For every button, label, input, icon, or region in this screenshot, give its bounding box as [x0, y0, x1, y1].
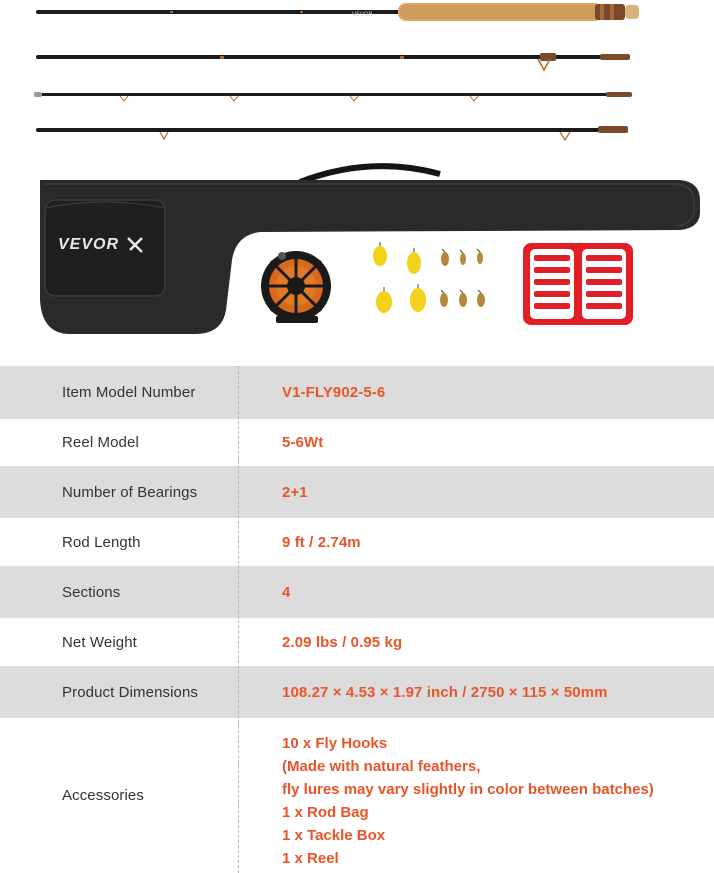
rod-section-butt — [36, 3, 639, 21]
spec-value: 4 — [282, 583, 291, 601]
accessory-line: 10 x Fly Hooks — [282, 735, 388, 752]
spec-value: V1-FLY902-5-6 — [282, 384, 386, 401]
spec-value: 2+1 — [282, 483, 308, 501]
accessory-line: 1 x Reel — [282, 850, 339, 867]
column-divider — [238, 366, 239, 873]
spec-row-reel-model — [0, 419, 714, 466]
spec-table — [0, 366, 714, 873]
spec-label: Sections — [62, 583, 121, 601]
spec-row-product-dimensions — [0, 666, 714, 718]
spec-row-rod-length — [0, 518, 714, 566]
rod-brand-print: VEVOR — [352, 11, 373, 18]
accessory-line: fly lures may vary slightly in color between batches) — [282, 781, 654, 798]
rod-section-tip — [34, 92, 632, 101]
fly-hooks — [373, 242, 485, 313]
spec-label: Number of Bearings — [62, 483, 198, 501]
spec-value: 2.09 lbs / 0.95 kg — [282, 633, 403, 651]
spec-value: 5-6Wt — [282, 434, 324, 451]
spec-label: Accessories — [62, 787, 144, 804]
accessories-list — [282, 732, 654, 870]
accessory-line: 1 x Tackle Box — [282, 827, 386, 844]
spec-row-sections — [0, 566, 714, 618]
spec-row-accessories — [0, 718, 714, 873]
spec-label: Rod Length — [62, 533, 141, 551]
spec-value: 108.27 × 4.53 × 1.97 inch / 2750 × 115 × 50mm — [282, 683, 608, 701]
accessory-line: 1 x Rod Bag — [282, 804, 369, 821]
spec-label: Net Weight — [62, 633, 137, 651]
rod-section-4 — [36, 126, 628, 140]
fly-reel — [261, 251, 331, 323]
tackle-box — [523, 243, 633, 325]
rod-section-2 — [36, 53, 630, 70]
spec-label: Reel Model — [62, 434, 139, 451]
spec-label: Item Model Number — [62, 384, 196, 401]
spec-row-number-of-bearings — [0, 466, 714, 518]
spec-label: Product Dimensions — [62, 683, 199, 701]
product-photo — [0, 0, 714, 366]
accessory-line: (Made with natural feathers, — [282, 758, 481, 775]
spec-row-net-weight — [0, 618, 714, 666]
bag-logo: VEVOR — [58, 236, 120, 253]
spec-value: 9 ft / 2.74m — [282, 533, 361, 551]
spec-row-item-model-number — [0, 366, 714, 419]
